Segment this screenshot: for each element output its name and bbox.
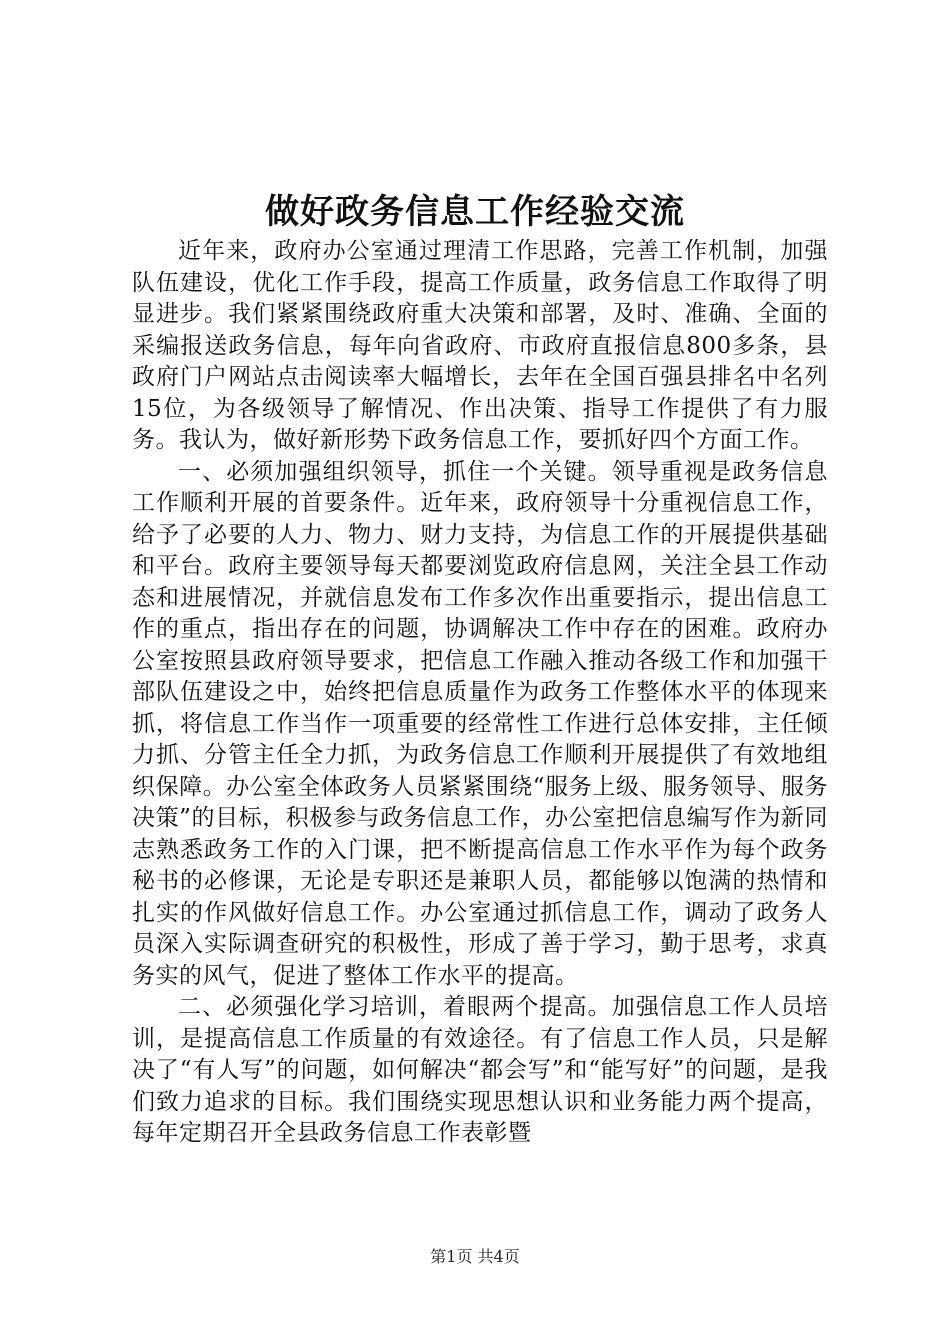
paragraph-intro: 近年来，政府办公室通过理清工作思路，完善工作机制，加强队伍建设，优化工作手段，提高工作质量，政务信息工作取得了明显进步。我们紧紧围绕政府重大决策和部署，及时、准确、全面的采编报送政务信息，每年向省政府、市政府直报信息800多条，县政府门户网站点击阅读率大幅增长，去年在全国百强县排名中名列15位，为各级领导了解情况、作出决策、指导工作提供了有力服务。我认为，做好新形势下政务信息工作，要抓好四个方面工作。 (132, 238, 828, 453)
document-body (132, 236, 828, 1150)
document-title: 做好政务信息工作经验交流 (265, 192, 685, 232)
page-footer: 第1页 共4页 (430, 1247, 520, 1266)
paragraph-section-2: 二、必须强化学习培训，着眼两个提高。加强信息工作人员培训，是提高信息工作质量的有效途径。有了信息工作人员，只是解决了“有人写”的问题，如何解决“都会写”和“能写好”的问题，是我们致力追求的目标。我们围绕实现思想认识和业务能力两个提高，每年定期召开全县政务信息工作表彰暨 (132, 994, 828, 1146)
paragraph-section-1: 一、必须加强组织领导，抓住一个关键。领导重视是政务信息工作顺利开展的首要条件。近年来，政府领导十分重视信息工作，给予了必要的人力、物力、财力支持，为信息工作的开展提供基础和平台。政府主要领导每天都要浏览政府信息网，关注全县工作动态和进展情况，并就信息发布工作多次作出重要指示，提出信息工作的重点，指出存在的问题，协调解决工作中存在的困难。政府办公室按照县政府领导要求，把信息工作融入推动各级工作和加强干部队伍建设之中，始终把信息质量作为政务工作整体水平的体现来抓，将信息工作当作一项重要的经常性工作进行总体安排，主任倾力抓、分管主任全力抓，为政务信息工作顺利开展提供了有效地组织保障。办公室全体政务人员紧紧围绕“服务上级、服务领导、服务决策”的目标，积极参与政务信息工作，办公室把信息编写作为新同志熟悉政务工作的入门课，把不断提高信息工作水平作为每个政务秘书的必修课，无论是专职还是兼职人员，都能够以饱满的热情和扎实的作风做好信息工作。办公室通过抓信息工作，调动了政务人员深入实际调查研究的积极性，形成了善于学习，勤于思考，求真务实的风气，促进了整体工作水平的提高。 (132, 458, 828, 989)
